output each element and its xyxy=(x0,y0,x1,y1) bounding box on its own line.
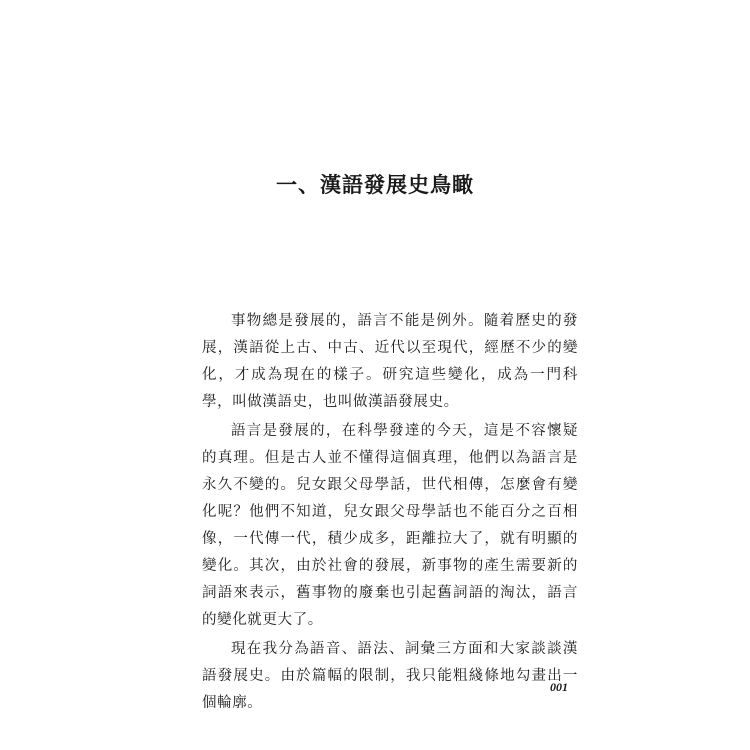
chapter-title: 一、漢語發展史鳥瞰 xyxy=(276,172,474,197)
paragraph-2: 語言是發展的，在科學發達的今天，這是不容懷疑的真理。但是古人並不懂得這個真理，他們以為語言是永久不變的。兒女跟父母學話，世代相傳，怎麼會有變化呢？他們不知道，兒女跟父母學話也不能百分之百相像，一代傳一代，積少成多，距離拉大了，就有明顯的變化。其次，由於社會的發展，新事物的產生需要新的詞語來表示，舊事物的廢棄也引起舊詞語的淘汰，語言的變化就更大了。 xyxy=(202,423,578,628)
page-number: 001 xyxy=(550,680,568,694)
body-text xyxy=(202,308,578,719)
paragraph-3: 現在我分為語音、語法、詞彙三方面和大家談談漢語發展史。由於篇幅的限制，我只能粗綫條地勾畫出一個輪廓。 xyxy=(202,641,578,711)
paragraph-1: 事物總是發展的，語言不能是例外。隨着歷史的發展，漢語從上古、中古、近代以至現代，經歷不少的變化，才成為現在的樣子。研究這些變化，成為一門科學，叫做漢語史，也叫做漢語發展史。 xyxy=(202,313,578,410)
